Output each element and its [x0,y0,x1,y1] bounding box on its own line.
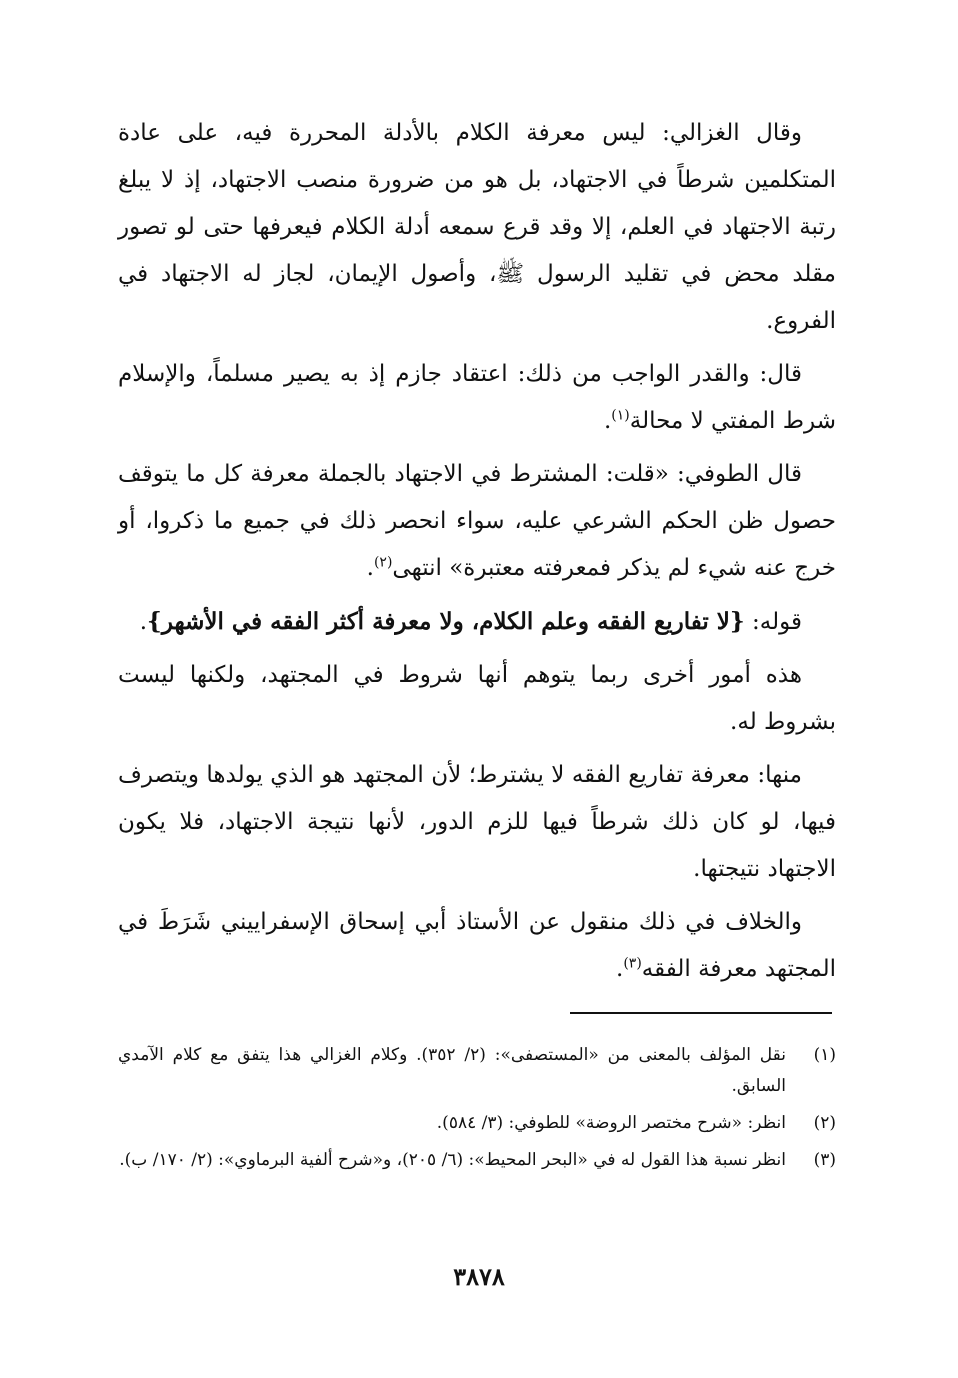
paragraph-ghazali [118,110,836,345]
footnote-divider [570,1012,832,1014]
paragraph-khilaf [118,899,836,993]
paragraph-text: والخلاف في ذلك منقول عن الأستاذ أبي إسحاق الإسفراييني شَرَطَ في المجتهد معرفة الفقه [118,909,836,982]
paragraph-end: . [616,956,624,982]
paragraph-other-matters [118,652,836,746]
paragraph-end: . [603,408,612,434]
paragraph-end: . [139,609,148,635]
footnote-number: (١) [813,1045,836,1065]
paragraph-text: قال الطوفي: «قلت: المشترط في الاجتهاد بالجملة معرفة كل ما يتوقف حصول ظن الحكم الشرعي عليه، سواء انحصر ذلك في جميع ما ذكروا، أو خرج عنه شيء لم يذكر فمعرفته معتبرة» انتهى [118,461,836,581]
paragraph-qadr-wajib [118,351,836,445]
footnote-1 [118,1040,836,1102]
paragraph-text: هذه أمور أخرى ربما يتوهم أنها شروط في المجتهد، ولكنها ليست بشروط له. [118,662,836,735]
page-number: ٣٨٧٨ [453,1262,505,1291]
paragraph-matn-quote [118,598,836,646]
paragraph-end: . [366,555,374,581]
footnote-ref-3[interactable]: (٣) [623,955,642,972]
footnote-3 [118,1145,836,1176]
footnote-text: انظر نسبة هذا القول له في «البحر المحيط»: (٦/ ٢٠٥)، و«شرح ألفية البرماوي»: (٢/ ١٧٠/ ب). [119,1150,786,1170]
paragraph-text: قال: والقدر الواجب من ذلك: اعتقاد جازم إذ به يصير مسلماً، والإسلام شرط المفتي لا محالة [118,361,836,434]
paragraph-text: منها: معرفة تفاريع الفقه لا يشترط؛ لأن المجتهد هو الذي يولدها ويتصرف فيها، لو كان ذلك شرطاً فيها للزم الدور، لأنها نتيجة الاجتهاد، فلا يكون الاجتهاد نتيجتها. [118,762,836,882]
footnote-ref-1[interactable]: (١) [611,407,630,424]
footnotes [118,1040,836,1182]
footnote-text: انظر: «شرح مختصر الروضة» للطوفي: (٣/ ٥٨٤). [436,1113,786,1133]
paragraph-text: وقال الغزالي: ليس معرفة الكلام بالأدلة المحررة فيه، على عادة المتكلمين شرطاً في الاجتهاد، بل هو من ضرورة منصب الاجتهاد، إذ لا يبلغ رتبة الاجتهاد في العلم، إلا وقد قرع سمعه أدلة الكلام فيعرفها حتى لو تصور مقلد محض في تقليد الرسول ﷺ، وأصول الإيمان، لجاز له الاجتهاد في الفروع. [118,120,836,334]
paragraph-tafari [118,752,836,893]
footnote-ref-2[interactable]: (٢) [373,554,393,571]
main-text [118,110,836,999]
footnote-text: نقل المؤلف بالمعنى من «المستصفى»: (٢/ ٣٥٢). وكلام الغزالي هذا يتفق مع كلام الآمدي السابق. [118,1045,786,1096]
paragraph-tufi [118,451,836,592]
footnote-2 [118,1108,836,1139]
matn-text: {لا تفاريع الفقه وعلم الكلام، ولا معرفة أكثر الفقه في الأشهر} [147,608,745,635]
footnote-number: (٣) [813,1150,836,1170]
quote-prefix: قوله: [744,609,802,635]
footnote-number: (٢) [813,1113,836,1133]
